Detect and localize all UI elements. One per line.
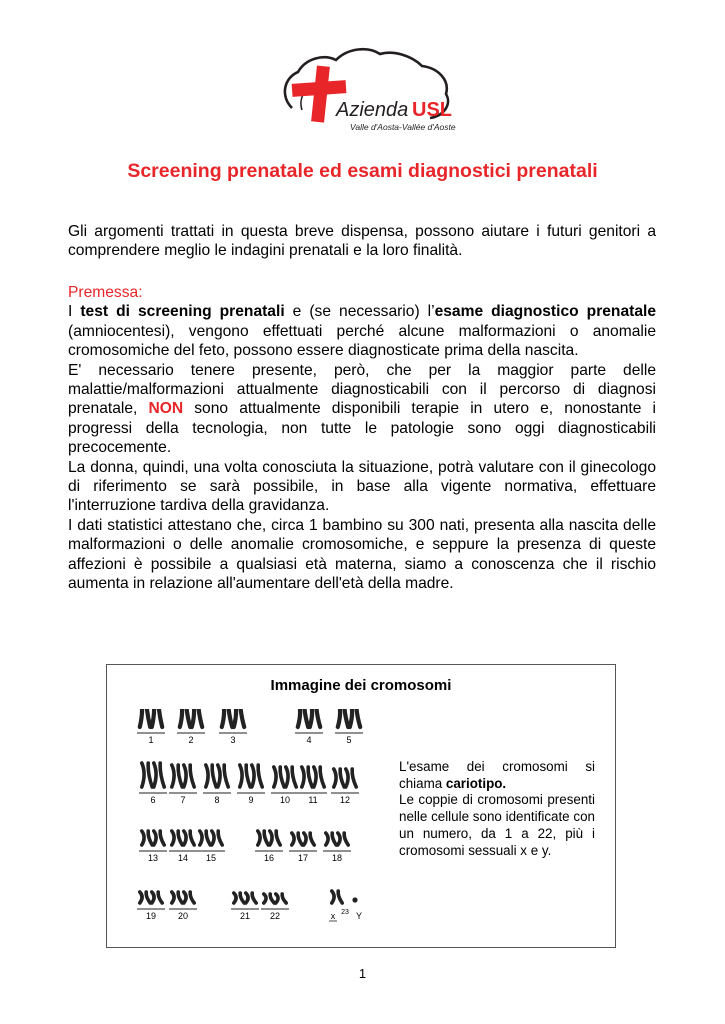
logo-brand-prefix: Azienda <box>336 99 409 121</box>
karyotype-description <box>399 759 595 859</box>
text-run: e (se necessario) l’ <box>284 303 435 321</box>
premessa-sentence-1 <box>68 302 656 360</box>
premessa-section <box>68 283 656 594</box>
logo-subtitle: Valle d'Aosta-Vallée d'Aoste <box>350 122 456 132</box>
chromosome-label: 20 <box>177 911 189 921</box>
chromosome-pair-5 <box>335 709 363 745</box>
sex-label-23: 23 <box>341 909 349 916</box>
page-number: 1 <box>358 966 367 981</box>
chromosome-label: 15 <box>205 853 217 863</box>
text-run: E' necessario tenere presente, però, che per la maggior parte delle malattie/malformazioni attualmente diagnosticabili con il percorso di diagnosi prenatale, <box>68 361 656 418</box>
chromosome-label: 21 <box>239 911 251 921</box>
chromosome-pair-18 <box>323 833 351 863</box>
chromosome-pair-6 <box>139 763 167 805</box>
chromosome-pair-1 <box>137 709 165 745</box>
chromosome-label: 17 <box>297 853 309 863</box>
chromosome-label: 16 <box>263 853 275 863</box>
chromosome-label: 7 <box>180 795 186 805</box>
chromosome-pair-11 <box>299 767 327 805</box>
text-run: I <box>68 303 81 321</box>
chromosome-pair-17 <box>289 833 317 863</box>
chromosome-pair-13 <box>139 831 167 863</box>
chromosome-pair-19 <box>137 892 165 921</box>
chromosome-label: 1 <box>148 735 154 745</box>
chromosome-pair-20 <box>169 892 197 921</box>
chromosome-label: 12 <box>339 795 351 805</box>
chromosome-pair-3 <box>219 709 247 745</box>
text-run: sono attualmente disponibili terapie in utero e, nonostante i progressi della tecnologia, non tutte le patologie sono oggi diagnosticabili precocemente. <box>68 400 656 457</box>
intro-paragraph: Gli argomenti trattati in questa breve dispensa, possono aiutare i futuri genitori a comprendere meglio le indagini prenatali e la loro finalità. <box>68 223 656 260</box>
box-title: Immagine dei cromosomi <box>270 677 452 694</box>
chromosome-label: 6 <box>150 795 156 805</box>
chromosome-label: 4 <box>306 735 312 745</box>
chromosome-pair-9 <box>237 765 265 805</box>
chromosome-pair-10 <box>271 767 299 805</box>
chromosome-pair-2 <box>177 709 205 745</box>
text-run: Le coppie di cromosomi presenti nelle cellule sono identificate con un numero, da 1 a 22, più i cromosomi sessuali x e y. <box>399 792 595 858</box>
premessa-sentence-3: La donna, quindi, una volta conosciuta la situazione, potrà valutare con il ginecologo di riferimento se sarà possibile, in base alla vigente normativa, effettuare l'interruzione tardiva della gravidanza. <box>68 458 656 515</box>
bold-term-cariotipo: cariotipo. <box>445 775 507 791</box>
chromosome-label: 2 <box>188 735 194 745</box>
chromosome-pair-15 <box>197 831 225 863</box>
karyotype-image <box>133 709 393 929</box>
logo-brand-suffix: USL <box>412 99 452 121</box>
bold-term-diagnostic: esame diagnostico prenatale <box>434 303 656 321</box>
sex-label-x: x <box>330 911 336 921</box>
chromosome-label: 9 <box>248 795 254 805</box>
azienda-usl-logo <box>262 38 462 142</box>
premessa-heading: Premessa: <box>68 284 143 301</box>
chromosome-pair-14 <box>169 831 197 863</box>
chromosome-label: 19 <box>145 911 157 921</box>
chromosome-label: 22 <box>269 911 281 921</box>
premessa-sentence-4: I dati statistici attestano che, circa 1 bambino su 300 nati, presenta alla nascita delle malformazioni o delle anomalie cromosomiche, e seppure la presenza di queste affezioni è possibile a qualsiasi età materna, siamo a conoscenza che il rischio aumenta in relazione all'aumentare dell'età della madre. <box>68 516 656 593</box>
chromosome-pair-16 <box>255 831 283 863</box>
chromosome-pair-4 <box>295 709 323 745</box>
chromosome-label: 13 <box>147 853 159 863</box>
bold-term-screening: test di screening prenatali <box>80 303 285 321</box>
chromosome-pair-12 <box>331 769 359 805</box>
chromosome-pair-8 <box>203 765 231 805</box>
chromosome-pair-sex <box>329 891 362 921</box>
chromosome-pair-22 <box>261 894 289 921</box>
chromosome-label: 8 <box>214 795 220 805</box>
text-run: (amniocentesi), vengono effettuati perché alcune malformazioni o anomalie cromosomiche del feto, possono essere diagnosticate prima della nascita. <box>68 322 656 360</box>
chromosome-label: 11 <box>308 795 318 805</box>
non-emphasis: NON <box>148 400 184 418</box>
sex-label-y: Y <box>355 911 363 921</box>
chromosome-pair-7 <box>169 765 197 805</box>
chromosome-pair-21 <box>231 893 259 921</box>
chromosome-label: 10 <box>279 795 291 805</box>
chromosome-label: 5 <box>346 735 352 745</box>
text-run: L'esame dei cromosomi si chiama <box>399 759 595 791</box>
page-title: Screening prenatale ed esami diagnostici prenatali <box>127 160 598 182</box>
premessa-sentence-2 <box>68 361 656 458</box>
chromosome-label: 3 <box>230 735 236 745</box>
chromosome-label: 18 <box>331 853 343 863</box>
chromosome-box <box>106 664 616 948</box>
chromosome-label: 14 <box>177 853 189 863</box>
